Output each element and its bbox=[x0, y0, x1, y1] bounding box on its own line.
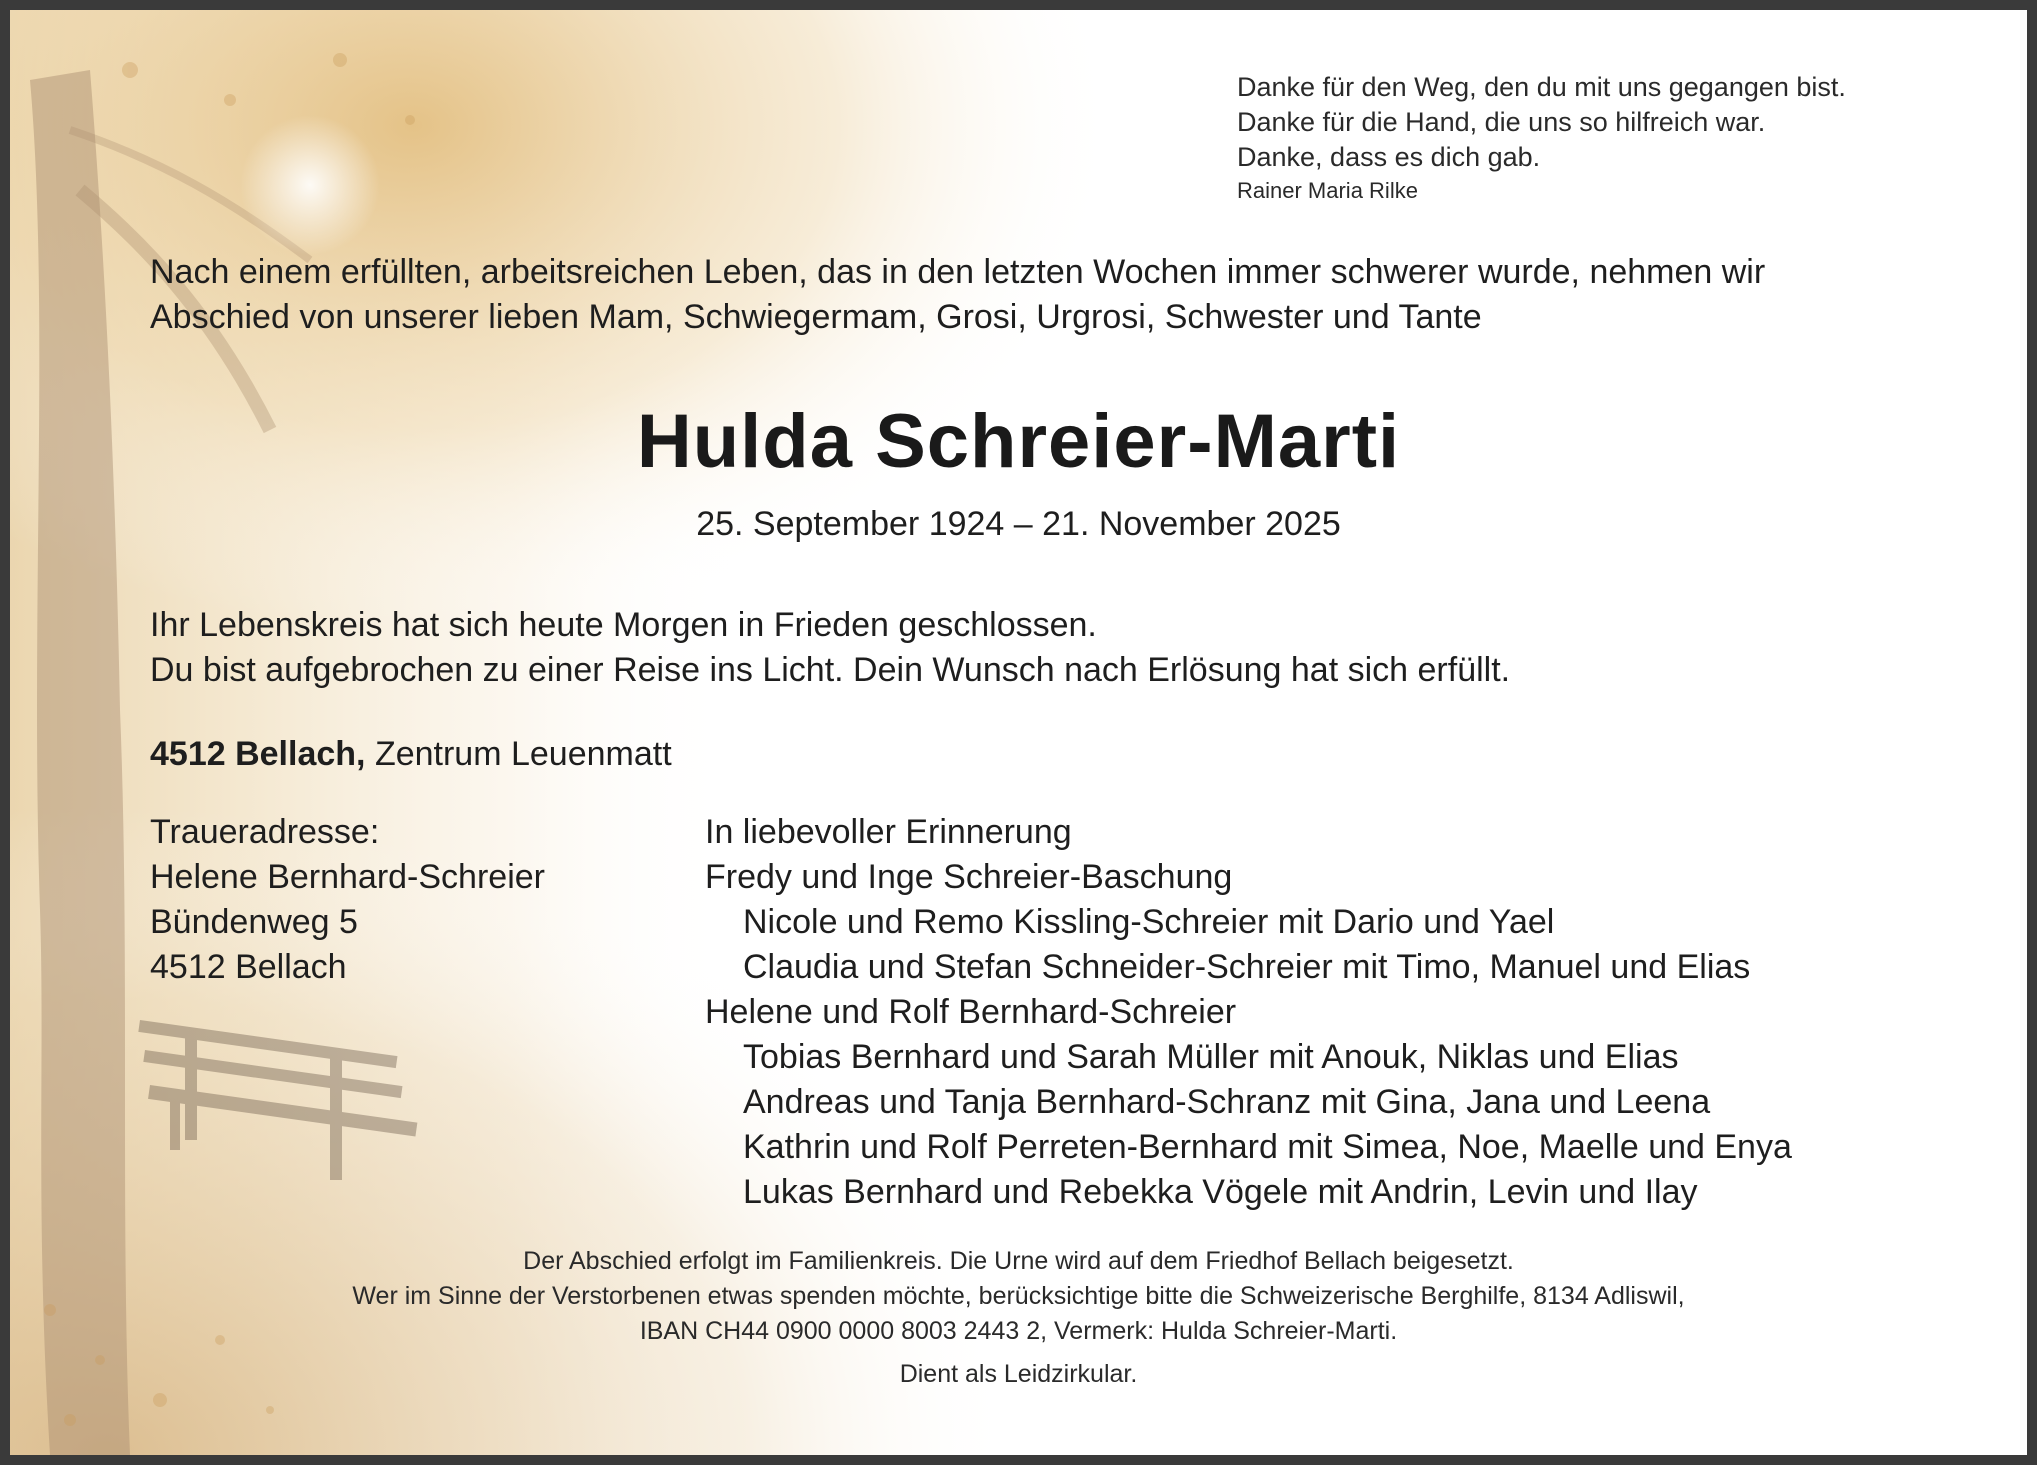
family-member-line: Lukas Bernhard und Rebekka Vögele mit Andrin, Levin und Ilay bbox=[743, 1173, 1698, 1211]
family-member-line: Helene und Rolf Bernhard-Schreier bbox=[705, 993, 1237, 1031]
family-heading: In liebevoller Erinnerung bbox=[705, 813, 1072, 851]
address-city: 4512 Bellach bbox=[150, 948, 347, 986]
deceased-name: Hulda Schreier-Marti bbox=[636, 399, 1401, 484]
poem-author: Rainer Maria Rilke bbox=[1237, 178, 1418, 203]
place-city: 4512 Bellach, bbox=[150, 735, 366, 773]
poem-line: Danke für den Weg, den du mit uns gegangen bist. bbox=[1237, 72, 1846, 102]
intro-line: Abschied von unserer lieben Mam, Schwiegermam, Grosi, Urgrosi, Schwester und Tante bbox=[150, 298, 1482, 336]
farewell-message bbox=[150, 603, 1510, 693]
address-name: Helene Bernhard-Schreier bbox=[150, 858, 545, 896]
place-location: Zentrum Leuenmatt bbox=[374, 735, 672, 773]
footer-info bbox=[10, 1244, 2027, 1349]
family-member-line: Andreas und Tanja Bernhard-Schranz mit Gina, Jana und Leena bbox=[743, 1083, 1711, 1121]
family-member-line: Tobias Bernhard und Sarah Müller mit Anouk, Niklas und Elias bbox=[743, 1038, 1679, 1076]
message-line: Du bist aufgebrochen zu einer Reise ins Licht. Dein Wunsch nach Erlösung hat sich erfüllt. bbox=[150, 651, 1511, 689]
family-member-line: Fredy und Inge Schreier-Baschung bbox=[705, 858, 1233, 896]
message-line: Ihr Lebenskreis hat sich heute Morgen in Frieden geschlossen. bbox=[150, 606, 1097, 644]
intro-text bbox=[150, 250, 1765, 340]
family-entries bbox=[705, 855, 1792, 1215]
circular-note: Dient als Leidzirkular. bbox=[899, 1360, 1138, 1388]
family-member-line: Claudia und Stefan Schneider-Schreier mit Timo, Manuel und Elias bbox=[743, 948, 1751, 986]
family-member-line: Kathrin und Rolf Perreten-Bernhard mit Simea, Noe, Maelle und Enya bbox=[743, 1128, 1792, 1166]
footer-line: IBAN CH44 0900 0000 8003 2443 2, Vermerk: Hulda Schreier-Marti. bbox=[639, 1317, 1398, 1345]
address-street: Bündenweg 5 bbox=[150, 903, 358, 941]
footer-line: Der Abschied erfolgt im Familienkreis. Die Urne wird auf dem Friedhof Bellach beigesetzt. bbox=[523, 1247, 1514, 1275]
family-member-line: Nicole und Remo Kissling-Schreier mit Dario und Yael bbox=[743, 903, 1555, 941]
footer-line: Wer im Sinne der Verstorbenen etwas spenden möchte, berücksichtige bitte die Schweizerische Berghilfe, 8134 Adliswil, bbox=[352, 1282, 1685, 1310]
obituary-card bbox=[10, 10, 2027, 1455]
life-dates: 25. September 1924 – 21. November 2025 bbox=[696, 505, 1341, 543]
autumn-park-background bbox=[10, 10, 2027, 1455]
poem-line: Danke, dass es dich gab. bbox=[1237, 142, 1541, 172]
rilke-poem bbox=[1237, 70, 1846, 207]
family-list bbox=[705, 810, 1792, 1215]
intro-line: Nach einem erfüllten, arbeitsreichen Leben, das in den letzten Wochen immer schwerer wurde, nehmen wir bbox=[150, 253, 1766, 291]
place-of-death bbox=[150, 735, 672, 774]
mourning-address bbox=[150, 810, 545, 990]
poem-line: Danke für die Hand, die uns so hilfreich war. bbox=[1237, 107, 1766, 137]
address-label: Traueradresse: bbox=[150, 813, 380, 851]
